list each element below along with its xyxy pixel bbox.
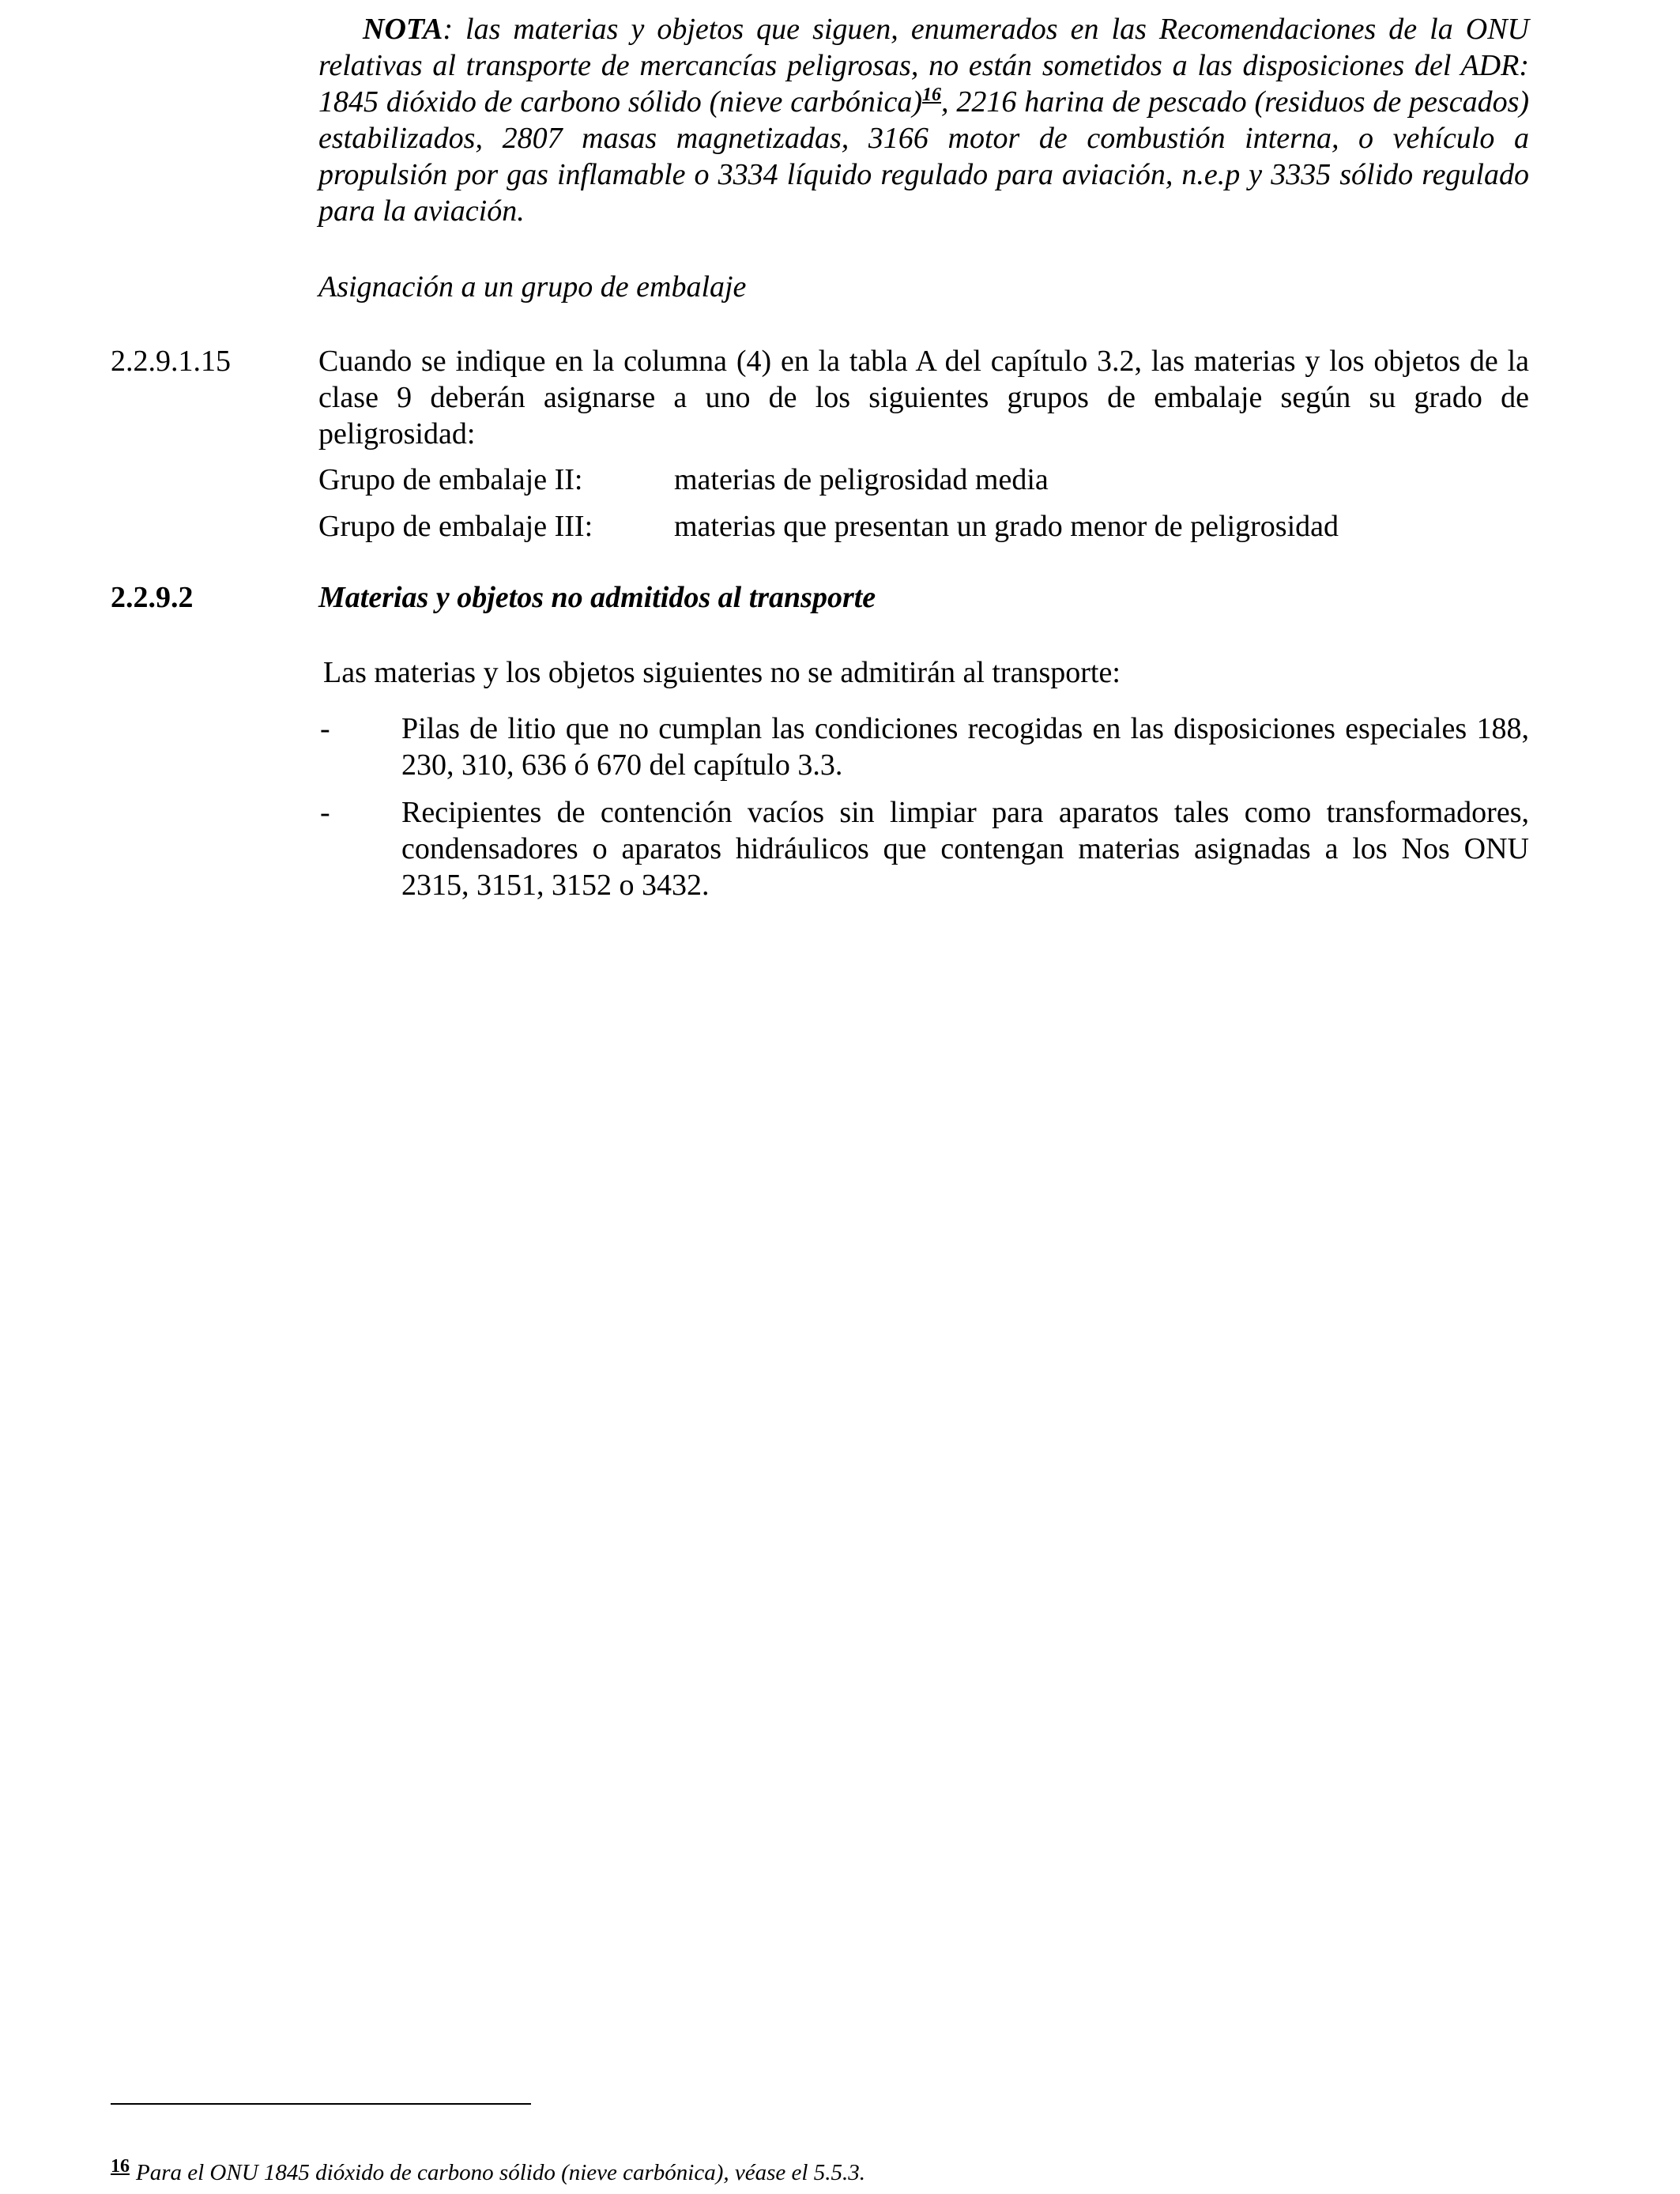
note-text-part2: , 2216 harina de pescado (residuos de pescados) estabilizados, 2807 masas magnetizadas, 3166 motor de combustión interna, o vehículo a propulsión por gas inflamable o 3334 líquido regulado para aviación, n.e.p y 3335 sólido regulado para la aviación. [318, 85, 1530, 228]
section-2-2-9-1-15-text: Cuando se indique en la columna (4) en la tabla A del capítulo 3.2, las materias y los objetos de la clase 9 deberán asignarse a uno de los siguientes grupos de embalaje según su grado de peligrosidad: [318, 345, 1529, 450]
subheading-packing-group: Asignación a un grupo de embalaje [318, 270, 747, 303]
list-item-marker: - [320, 712, 330, 745]
section-number-2-2-9-2: 2.2.9.2 [111, 581, 194, 614]
footnote-marker: 16 [111, 2156, 130, 2177]
packing-group-ii-label: Grupo de embalaje II: [318, 463, 583, 496]
packing-group-iii-label: Grupo de embalaje III: [318, 510, 593, 543]
list-item-lithium-batteries: Pilas de litio que no cumplan las condiciones recogidas en las disposiciones especiales 188, 230, 310, 636 ó 670 del capítulo 3.3. [401, 712, 1529, 782]
section-number-2-2-9-1-15: 2.2.9.1.15 [111, 345, 231, 378]
packing-group-iii-desc: materias que presentan un grado menor de peligrosidad [674, 510, 1339, 543]
list-item-containment-vessels: Recipientes de contención vacíos sin limpiar para aparatos tales como transformadores, condensadores o aparatos hidráulicos que contengan materias asignadas a los Nos ONU 2315, 3151, 3152 o 3432. [401, 796, 1529, 902]
list-item-marker: - [320, 796, 330, 829]
footnote-separator [111, 2103, 531, 2105]
section-2-2-9-2-title: Materias y objetos no admitidos al transporte [318, 581, 876, 614]
note-text-part1: : las materias y objetos que siguen, enumerados en las Recomendaciones de la ONU relativas al transporte de mercancías peligrosas, no están sometidos a las disposiciones del ADR: 1845 dióxido de carbono sólido (nieve carbónica) [318, 13, 1529, 119]
footnote [111, 2153, 865, 2186]
footnote-reference[interactable]: 16 [922, 85, 942, 105]
note-paragraph [318, 11, 1529, 229]
footnote-text: Para el ONU 1845 dióxido de carbono sólido (nieve carbónica), véase el 5.5.3. [136, 2160, 865, 2185]
section-2-2-9-2-intro: Las materias y los objetos siguientes no se admitirán al transporte: [323, 656, 1121, 689]
note-label: NOTA [363, 13, 443, 46]
packing-group-ii-desc: materias de peligrosidad media [674, 463, 1049, 496]
